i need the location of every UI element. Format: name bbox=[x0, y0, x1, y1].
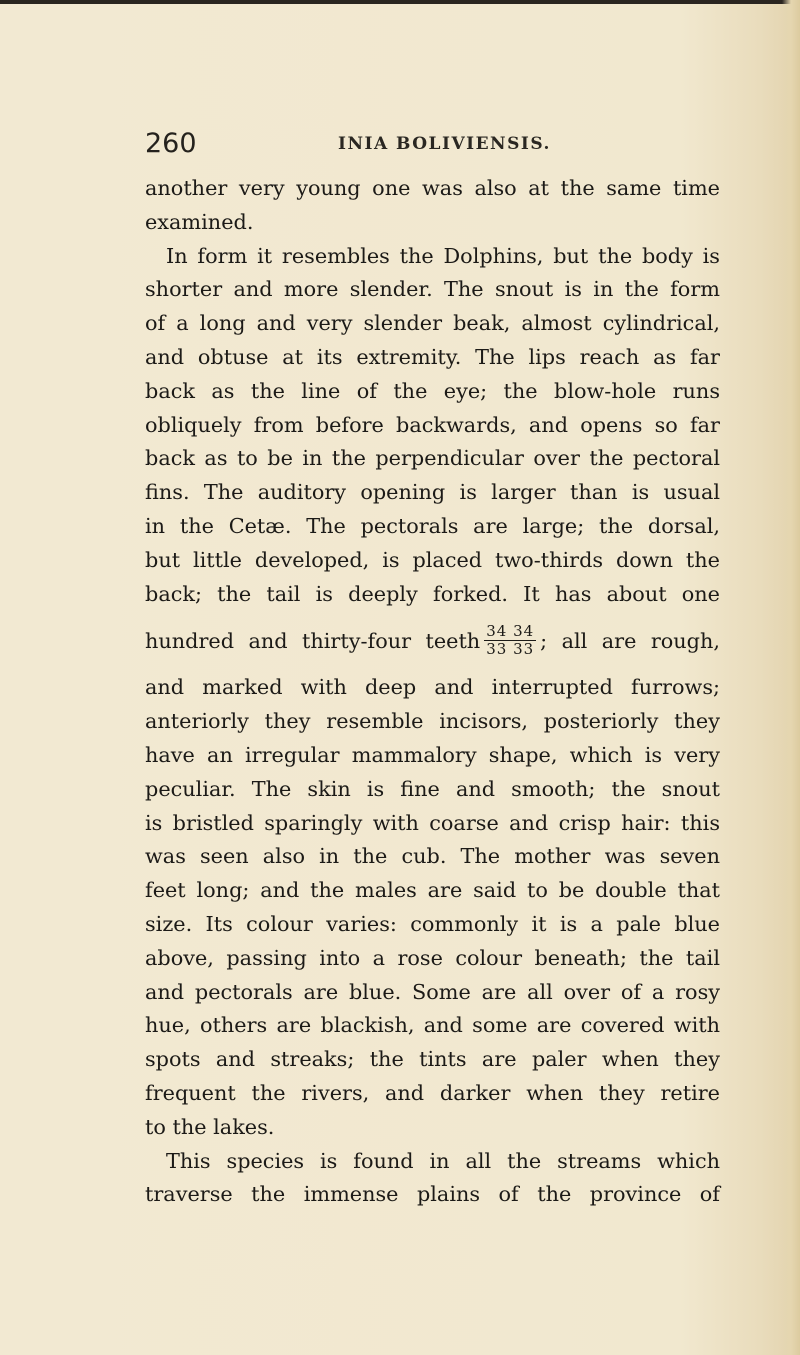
running-head: INIA BOLIVIENSIS. bbox=[338, 134, 551, 154]
fraction-denominator: 33 33 bbox=[486, 640, 535, 659]
text-line: in the Cetæ. The pectorals are large; the dorsal, bbox=[145, 513, 720, 538]
text-line: anteriorly they resemble incisors, posteriorly they bbox=[145, 709, 720, 734]
dental-formula-fraction bbox=[484, 623, 536, 658]
body-text bbox=[145, 172, 720, 1212]
text-line: fins. The auditory opening is larger than is usual bbox=[145, 480, 720, 505]
text-line: traverse the immense plains of the province of bbox=[145, 1182, 720, 1207]
fraction-numerator: 34 34 bbox=[486, 622, 535, 641]
text-line: was seen also in the cub. The mother was seven bbox=[145, 844, 720, 869]
text-line: shorter and more slender. The snout is in the form bbox=[145, 277, 720, 302]
text-line: and marked with deep and interrupted furrows; bbox=[145, 675, 720, 700]
text-line: to the lakes. bbox=[145, 1114, 275, 1139]
text-line: back as to be in the perpendicular over the pectoral bbox=[145, 446, 720, 471]
page-edge-shading bbox=[782, 0, 800, 1355]
formula-text-after: ; all are rough, bbox=[540, 629, 720, 654]
formula-text-before: hundred and thirty-four teeth bbox=[145, 629, 481, 654]
text-line: have an irregular mammalory shape, which is very bbox=[145, 742, 720, 767]
text-line: of a long and very slender beak, almost cylindrical, bbox=[145, 311, 720, 336]
text-line: peculiar. The skin is fine and smooth; the snout bbox=[145, 776, 720, 801]
paragraph-start-line: This species is found in all the streams which bbox=[166, 1148, 720, 1173]
text-line: back; the tail is deeply forked. It has about one bbox=[145, 581, 720, 606]
text-line: feet long; and the males are said to be double that bbox=[145, 878, 720, 903]
top-border bbox=[0, 0, 800, 4]
text-line: above, passing into a rose colour beneath; the tail bbox=[145, 945, 720, 970]
text-line: but little developed, is placed two-thirds down the bbox=[145, 547, 720, 572]
text-line: size. Its colour varies: commonly it is a pale blue bbox=[145, 911, 720, 936]
page-number: 260 bbox=[145, 128, 197, 159]
text-line: and pectorals are blue. Some are all over of a rosy bbox=[145, 979, 720, 1004]
text-line: another very young one was also at the same time bbox=[145, 176, 720, 200]
dental-formula-line bbox=[145, 611, 720, 671]
paragraph-start-line: In form it resembles the Dolphins, but the body is bbox=[166, 243, 720, 268]
text-line: back as the line of the eye; the blow-hole runs bbox=[145, 378, 720, 403]
text-line: examined. bbox=[145, 209, 254, 234]
text-line: is bristled sparingly with coarse and crisp hair: this bbox=[145, 810, 720, 835]
text-line: spots and streaks; the tints are paler when they bbox=[145, 1047, 720, 1072]
text-line: frequent the rivers, and darker when they retire bbox=[145, 1080, 720, 1105]
text-line: obliquely from before backwards, and opens so far bbox=[145, 412, 720, 437]
text-line: hue, others are blackish, and some are covered with bbox=[145, 1013, 720, 1038]
text-line: and obtuse at its extremity. The lips reach as far bbox=[145, 344, 720, 369]
page-header bbox=[145, 128, 720, 168]
